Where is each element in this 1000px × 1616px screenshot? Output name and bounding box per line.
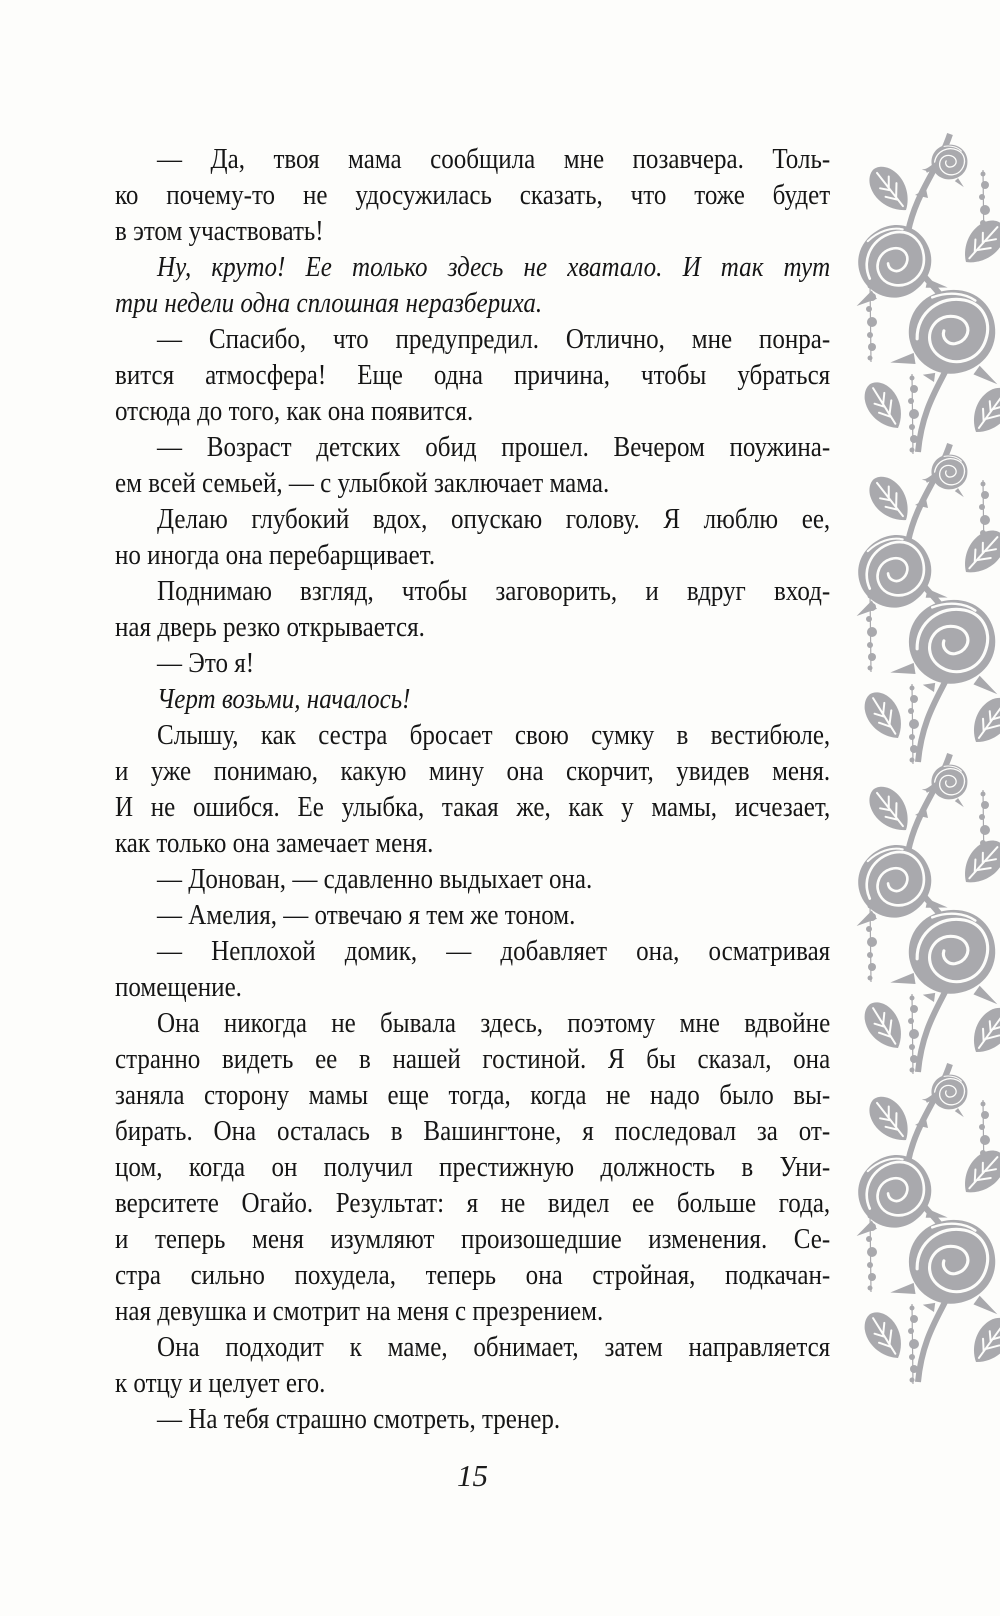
rose-vine-ornament [850,0,1000,1616]
text-line: Она подходит к маме, обнимает, затем направляется [157,1332,831,1363]
text-line: ная девушка и смотрит на меня с презрением. [115,1296,604,1327]
paragraph [115,1006,830,1330]
text-line: вится атмосфера! Еще одна причина, чтобы убраться [115,360,831,391]
paragraph [115,898,830,934]
paragraph [115,718,830,862]
text-line: — Донован, — сдавленно выдыхает она. [157,864,593,895]
text-line: — На тебя страшно смотреть, тренер. [157,1404,561,1435]
text-line: стра сильно похудела, теперь она стройная, подкачан- [115,1260,831,1291]
text-line: ем всей семьей, — с улыбкой заключает мама. [115,468,610,499]
text-line: бирать. Она осталась в Вашингтоне, я последовал за от- [115,1116,831,1147]
text-line: Поднимаю взгляд, чтобы заговорить, и вдруг вход- [157,576,831,607]
paragraph [115,574,830,646]
text-line: как только она замечает меня. [115,828,434,859]
paragraph [115,646,830,682]
page-text [115,142,830,1438]
text-line: Слышу, как сестра бросает свою сумку в вестибюле, [157,720,831,751]
text-line: — Да, твоя мама сообщила мне позавчера. Толь- [157,144,831,175]
text-line: — Это я! [157,648,255,679]
paragraph [115,322,830,430]
text-line: Она никогда не бывала здесь, поэтому мне вдвойне [157,1008,831,1039]
paragraph [115,1402,830,1438]
paragraph [115,1330,830,1402]
paragraph [115,250,830,322]
text-line: — Неплохой домик, — добавляет она, осматривая [157,936,831,967]
text-line: три недели одна сплошная неразбериха. [115,288,543,319]
text-line: помещение. [115,972,242,1003]
text-line: Ну, круто! Ее только здесь не хватало. И так тут [157,252,831,283]
text-line: — Амелия, — отвечаю я тем же тоном. [157,900,576,931]
text-line: и уже понимаю, какую мину она скорчит, увидев меня. [115,756,831,787]
text-line: но иногда она перебарщивает. [115,540,436,571]
text-line: Делаю глубокий вдох, опускаю голову. Я люблю ее, [157,504,831,535]
text-line: И не ошибся. Ее улыбка, такая же, как у мамы, исчезает, [115,792,831,823]
paragraph [115,502,830,574]
text-line: ная дверь резко открывается. [115,612,425,643]
text-line: ко почему-то не удосужилась сказать, что тоже будет [115,180,831,211]
paragraph [115,430,830,502]
text-line: отсюда до того, как она появится. [115,396,474,427]
text-line: и теперь меня изумляют произошедшие изменения. Се- [115,1224,831,1255]
text-line: заняла сторону мамы еще тогда, когда не надо было вы- [115,1080,831,1111]
text-line: — Спасибо, что предупредил. Отлично, мне понра- [157,324,831,355]
text-line: — Возраст детских обид прошел. Вечером поужина- [157,432,831,463]
page-number: 15 [457,1458,488,1493]
text-line: цом, когда он получил престижную должность в Уни- [115,1152,831,1183]
text-line: к отцу и целует его. [115,1368,326,1399]
text-line: верситете Огайо. Результат: я не видел ее больше года, [115,1188,831,1219]
paragraph [115,934,830,1006]
text-line: в этом участвовать! [115,216,324,247]
text-line: Черт возьми, началось! [157,684,411,715]
paragraph [115,862,830,898]
paragraph [115,142,830,250]
text-line: странно видеть ее в нашей гостиной. Я бы сказал, она [115,1044,831,1075]
paragraph [115,682,830,718]
